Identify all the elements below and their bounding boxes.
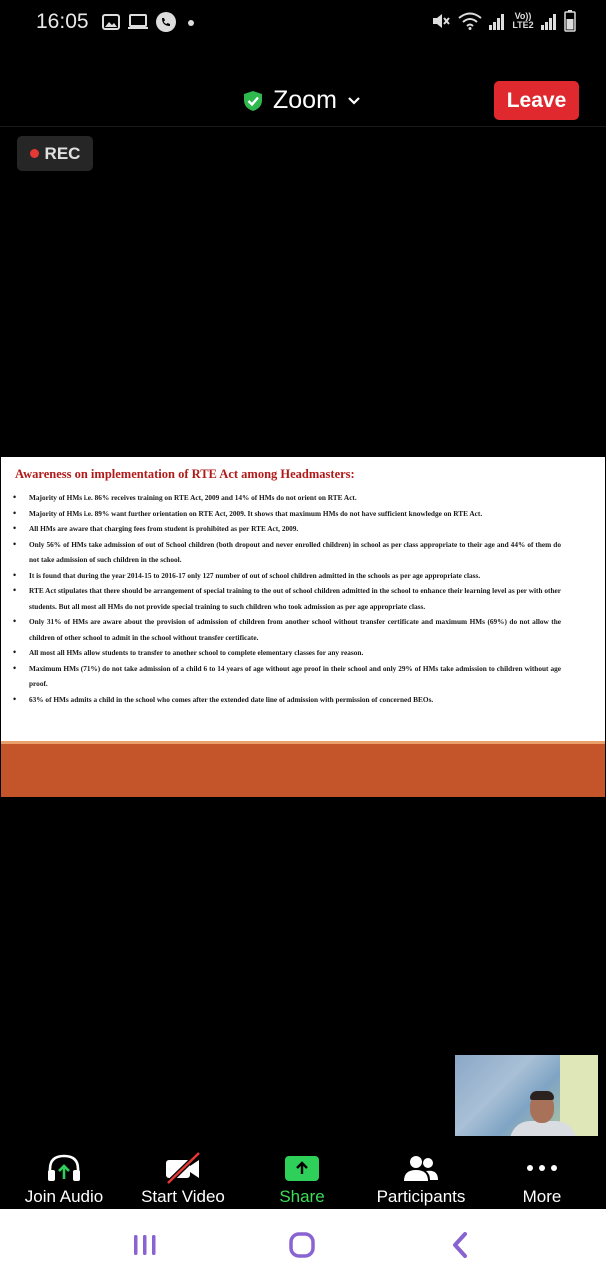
wifi-icon xyxy=(458,12,482,30)
join-audio-label: Join Audio xyxy=(24,1187,104,1206)
start-video-button[interactable] xyxy=(123,1143,243,1209)
android-nav-bar xyxy=(0,1209,606,1280)
toolbar-icon-wrap xyxy=(482,1153,602,1183)
join-audio-button[interactable] xyxy=(4,1143,124,1209)
leave-button[interactable]: Leave xyxy=(494,81,579,120)
slide-bullet-list xyxy=(13,490,561,707)
slide-bullet: • Majority of HMs i.e. 86% receives training on RTE Act, 2009 and 14% of HMs do not orient on RTE Act. xyxy=(13,490,561,506)
phone-call-icon xyxy=(156,12,176,32)
toolbar-icon-wrap xyxy=(4,1153,124,1183)
recording-label: REC xyxy=(44,143,81,163)
shared-screen-slide[interactable] xyxy=(1,457,605,797)
status-time: 16:05 xyxy=(36,10,89,33)
more-button[interactable] xyxy=(482,1143,602,1209)
mute-icon xyxy=(431,12,451,30)
slide-footer-band xyxy=(1,744,605,797)
meeting-toolbar xyxy=(0,1143,606,1209)
recording-dot-icon xyxy=(30,149,39,158)
network-label: Vo)) LTE2 xyxy=(512,11,534,30)
toolbar-icon-wrap xyxy=(242,1153,362,1183)
back-button[interactable] xyxy=(440,1231,480,1259)
slide-bullet: • Maximum HMs (71%) do not take admission of a child 6 to 14 years of age without age proof in their school and only 29% of HMs take admission to children without age proof. xyxy=(13,661,561,692)
recording-badge[interactable] xyxy=(17,136,93,171)
home-button[interactable] xyxy=(282,1231,322,1259)
notification-dot-icon xyxy=(184,14,198,30)
headphones-icon xyxy=(46,1153,82,1183)
image-icon xyxy=(102,14,120,30)
recent-apps-icon xyxy=(132,1232,158,1258)
back-icon xyxy=(450,1231,470,1259)
slide-bullet: • Only 56% of HMs take admission of out of School children (both dropout and never enrolled children) in school as per class appropriate to their age and 44% of them do not take admission of such children in the school. xyxy=(13,537,561,568)
start-video-label: Start Video xyxy=(141,1187,225,1206)
meeting-title-text: Zoom xyxy=(273,86,337,114)
signal-icon xyxy=(489,12,505,30)
video-off-icon xyxy=(163,1152,203,1184)
slide-title: Awareness on implementation of RTE Act among Headmasters: xyxy=(15,467,355,481)
recent-apps-button[interactable] xyxy=(125,1231,165,1259)
shield-check-icon xyxy=(243,90,263,112)
participants-button[interactable] xyxy=(361,1143,481,1209)
signal-icon xyxy=(541,12,557,30)
participant-video-thumbnail[interactable] xyxy=(455,1055,598,1136)
slide-bullet: • RTE Act stipulates that there should be arrangement of special training to the out of school children admitted in the school to enhance their learning level as per with other students. But all most all HMs do not provide special training to such children who took admission as per age appropriate class. xyxy=(13,583,561,614)
toolbar-icon-wrap xyxy=(361,1153,481,1183)
status-right-icons xyxy=(431,10,576,32)
share-button[interactable] xyxy=(242,1143,362,1209)
thumbnail-person-hair xyxy=(530,1091,554,1100)
share-label: Share xyxy=(279,1187,325,1206)
status-left-icons xyxy=(102,12,198,32)
status-bar xyxy=(0,0,606,46)
screen-cast-icon xyxy=(128,14,148,30)
toolbar-icon-wrap xyxy=(123,1153,243,1183)
thumbnail-person-body xyxy=(510,1121,576,1136)
slide-bullet: • All HMs are aware that charging fees from student is prohibited as per RTE Act, 2009. xyxy=(13,521,561,537)
slide-bullet: • Only 31% of HMs are aware about the provision of admission of children from another school without transfer certificate and maximum HMs (69%) do not allow the children of other school to admit in the school without transfer certificate. xyxy=(13,614,561,645)
slide-bullet: • It is found that during the year 2014-15 to 2016-17 only 127 number of out of school children admitted in the schools as per age appropriate class. xyxy=(13,568,561,584)
meeting-header xyxy=(0,76,606,127)
slide-bullet: • Majority of HMs i.e. 89% want further orientation on RTE Act, 2009. It shows that maximum HMs do not have sufficient knowledge on RTE Act. xyxy=(13,506,561,522)
participants-label: Participants xyxy=(376,1187,466,1206)
battery-icon xyxy=(564,10,576,32)
chevron-down-icon xyxy=(347,96,361,106)
home-icon xyxy=(288,1231,316,1259)
more-dots-icon xyxy=(525,1163,559,1173)
more-label: More xyxy=(522,1187,562,1206)
meeting-title[interactable] xyxy=(243,86,361,115)
slide-bullet: • All most all HMs allow students to transfer to another school to complete elementary classes for any reason. xyxy=(13,645,561,661)
share-icon xyxy=(285,1156,319,1181)
participants-icon xyxy=(402,1153,440,1183)
slide-bullet: • 63% of HMs admits a child in the school who comes after the extended date line of admission with permission of concerned BEOs. xyxy=(13,692,561,708)
